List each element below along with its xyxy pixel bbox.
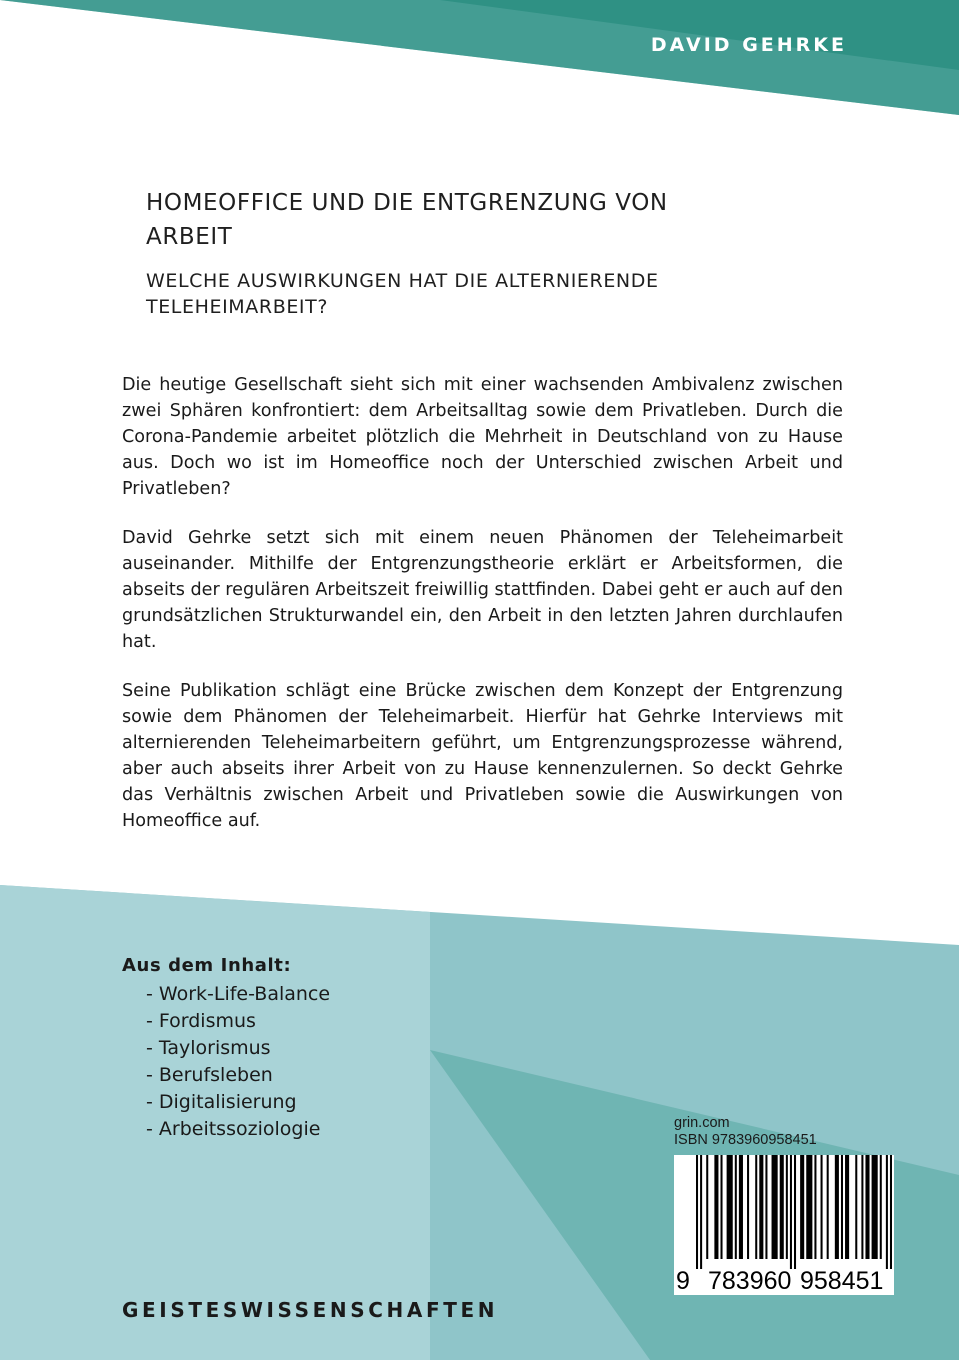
contents-list — [122, 952, 330, 1143]
author-name: DAVID GEHRKE — [650, 34, 847, 56]
barcode-bar — [814, 1155, 816, 1259]
barcode-bar — [855, 1155, 857, 1259]
barcode-bar — [827, 1155, 829, 1259]
blurb-paragraph: Seine Publikation schlägt eine Brücke zwischen dem Konzept der Entgrenzung sowie dem Phänomen der Teleheimarbeit. Hierfür hat Gehrke Interviews mit alternierenden Teleheimarbeitern geführt, um Entgrenzungsprozesse während, aber auch abseits ihrer Arbeit von zu Hause kennenzulernen. So deckt Gehrke das Verhältnis zwischen Arbeit und Privatleben sowie die Auswirkungen von Homeoffice auf. — [122, 681, 843, 831]
barcode-bar — [845, 1155, 849, 1259]
list-item: - Berufsleben — [146, 1064, 273, 1086]
barcode-bar — [794, 1155, 796, 1269]
barcode-bar — [696, 1155, 698, 1269]
barcode-bar — [821, 1155, 823, 1259]
barcode-bar — [759, 1155, 763, 1259]
contents-items — [122, 981, 330, 1143]
barcode-bar — [890, 1155, 892, 1269]
barcode-bar — [790, 1155, 792, 1269]
barcode-bar — [872, 1155, 878, 1259]
barcode-bar — [714, 1155, 718, 1259]
barcode-bar — [780, 1155, 784, 1259]
list-item: - Work-Life-Balance — [146, 983, 331, 1005]
list-item: - Taylorismus — [146, 1037, 271, 1059]
barcode-digit-group-right: 958451 — [800, 1267, 884, 1295]
blurb-paragraph: Die heutige Gesellschaft sieht sich mit einer wachsenden Ambivalenz zwischen zwei Sphären konfrontiert: dem Arbeitsalltag sowie dem Privatleben. Durch die Corona-Pandemie arbeitet plötzlich die Mehrheit in Deutschland von zu Hause aus. Doch wo ist im Homeoffice noch der Unterschied zwischen Arbeit und Privatleben? — [122, 375, 843, 499]
publisher-website: grin.com — [674, 1115, 730, 1131]
barcode-bar — [835, 1155, 839, 1259]
barcode-bar — [755, 1155, 757, 1259]
barcode-bar — [706, 1155, 708, 1259]
barcode-digit-prefix: 9 — [676, 1267, 690, 1295]
barcode-bar — [772, 1155, 778, 1259]
book-subtitle: WELCHE AUSWIRKUNGEN HAT DIE ALTERNIERENDE TELEHEIMARBEIT? — [146, 270, 659, 318]
barcode-bar — [786, 1155, 788, 1259]
barcode-bar — [721, 1155, 723, 1259]
barcode-bar — [865, 1155, 869, 1259]
list-item: - Arbeitssoziologie — [146, 1118, 321, 1140]
list-item: - Fordismus — [146, 1010, 256, 1032]
barcode-bar — [806, 1155, 812, 1259]
genre-label: GEISTESWISSENSCHAFTEN — [122, 1298, 499, 1322]
blurb-paragraph: David Gehrke setzt sich mit einem neuen Phänomen der Teleheimarbeit auseinander. Mithilfe der Entgrenzungstheorie erklärt er Arbeitsformen, die abseits der regulären Arbeitszeit freiwillig stattfinden. Dabei geht er auch auf den grundsätzlichen Strukturwandel ein, den Arbeit in den letzten Jahren durchlaufen hat. — [122, 528, 843, 652]
barcode-bar — [765, 1155, 767, 1259]
barcode-bars-icon — [696, 1155, 892, 1269]
barcode-bar — [800, 1155, 804, 1259]
barcode-bar — [841, 1155, 843, 1259]
contents-heading: Aus dem Inhalt: — [122, 955, 292, 976]
barcode-digit-group-left: 783960 — [708, 1267, 792, 1295]
barcode-bar — [727, 1155, 733, 1259]
barcode-bar — [739, 1155, 743, 1259]
barcode-bar — [747, 1155, 749, 1259]
barcode-bar — [861, 1155, 863, 1259]
blurb — [122, 372, 843, 857]
barcode-bar — [886, 1155, 888, 1269]
isbn-number: ISBN 9783960958451 — [674, 1132, 817, 1148]
title-block — [146, 186, 706, 320]
barcode-bar — [880, 1155, 882, 1259]
publisher-info — [674, 1115, 894, 1295]
list-item: - Digitalisierung — [146, 1091, 297, 1113]
book-title: HOMEOFFICE UND DIE ENTGRENZUNG VON ARBEIT — [146, 190, 668, 250]
barcode — [674, 1155, 894, 1295]
barcode-digits — [674, 1267, 894, 1295]
barcode-bar — [735, 1155, 737, 1259]
barcode-bar — [700, 1155, 702, 1269]
